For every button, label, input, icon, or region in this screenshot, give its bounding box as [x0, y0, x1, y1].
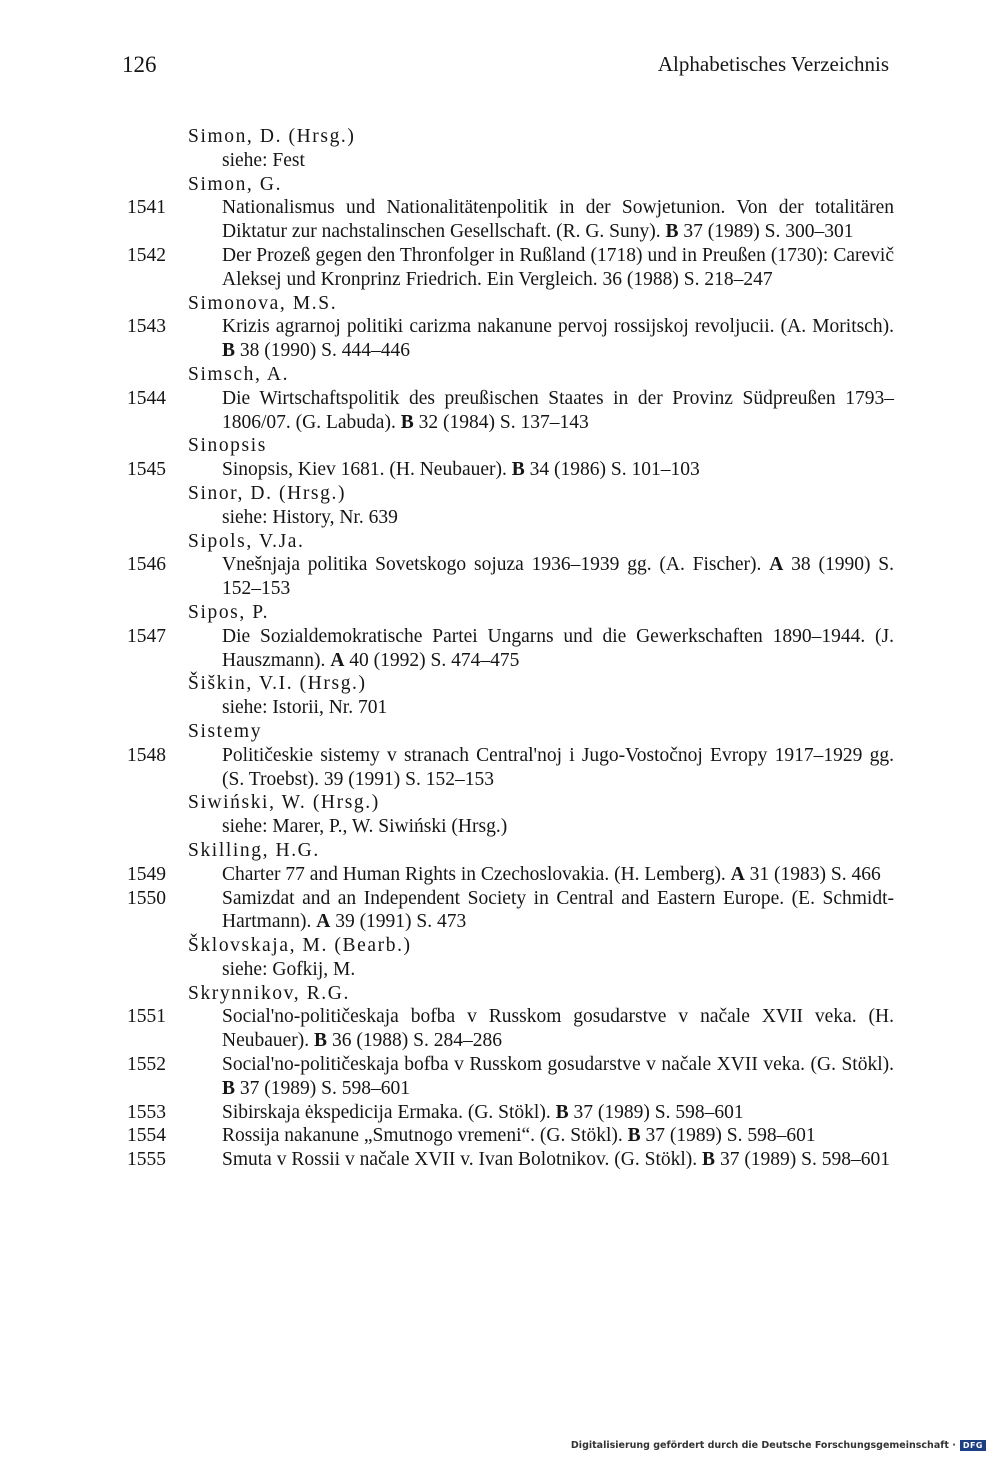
entry-text: [222, 1053, 894, 1101]
author-heading: Sistemy: [188, 720, 263, 742]
author-heading: Siwiński, W. (Hrsg.): [188, 792, 380, 814]
journal-section-letter: A: [330, 649, 345, 671]
cross-reference: siehe: History, Nr. 639: [222, 506, 398, 528]
page-number: 126: [122, 52, 157, 77]
entry-citation: 37 (1989) S. 300–301: [678, 221, 854, 243]
entry-text: [222, 1124, 894, 1148]
dfg-logo: DFG: [960, 1440, 986, 1451]
entry-citation: 37 (1989) S. 598–601: [715, 1149, 891, 1171]
author-heading: Simonova, M.S.: [188, 292, 338, 314]
review-entry: [127, 196, 894, 244]
review-entry: [127, 1005, 894, 1053]
author-heading: Šiškin, V.I. (Hrsg.): [188, 673, 367, 695]
entry-number: 1542: [127, 244, 166, 266]
review-entry: [127, 315, 894, 363]
entry-number: 1549: [127, 863, 166, 885]
review-entry: [127, 1101, 894, 1125]
journal-section-letter: B: [627, 1125, 641, 1147]
journal-section-letter: B: [665, 221, 679, 243]
entry-citation: 37 (1989) S. 598–601: [640, 1125, 816, 1147]
journal-section-letter: B: [702, 1149, 716, 1171]
entry-text: [222, 1101, 894, 1125]
entry-number: 1546: [127, 554, 166, 576]
entry-body: Social'no-političeskaja bofba v Russkom gosudarstve v načale XVII veka. (H. Neubauer).: [222, 1006, 894, 1052]
running-title: Alphabetisches Verzeichnis: [657, 52, 889, 76]
entry-number: 1543: [127, 316, 166, 338]
entry-body: Social'no-političeskaja bofba v Russkom gosudarstve v načale XVII veka. (G. Stökl).: [222, 1054, 894, 1076]
review-entry: [127, 863, 894, 887]
entry-citation: 38 (1990) S. 444–446: [235, 340, 410, 362]
entry-number: 1554: [127, 1125, 166, 1147]
entry-number: 1555: [127, 1149, 166, 1171]
journal-section-letter: B: [314, 1030, 328, 1052]
journal-section-letter: B: [511, 459, 525, 481]
entry-number: 1548: [127, 744, 166, 766]
entry-number: 1551: [127, 1006, 166, 1028]
entry-body: Sinopsis, Kiev 1681. (H. Neubauer).: [222, 459, 512, 481]
entry-number: 1545: [127, 459, 166, 481]
author-heading: Sinor, D. (Hrsg.): [188, 482, 347, 504]
entry-body: Krizis agrarnoj politiki carizma nakanune pervoj rossijskoj revoljucii. (A. Moritsch).: [222, 316, 894, 338]
author-heading: Simon, G.: [188, 173, 283, 195]
entry-body: Die Sozialdemokratische Partei Ungarns und die Gewerkschaften 1890–1944. (J. Hauszmann).: [222, 625, 894, 671]
cross-reference: siehe: Fest: [222, 149, 305, 171]
entry-citation: 32 (1984) S. 137–143: [413, 411, 589, 433]
entry-text: [222, 387, 894, 435]
journal-section-letter: A: [316, 911, 331, 933]
author-heading: Sipols, V.Ja.: [188, 530, 305, 552]
author-heading: Skrynnikov, R.G.: [188, 982, 350, 1004]
entry-body: Sibirskaja ėkspedicija Ermaka. (G. Stökl).: [222, 1101, 556, 1123]
journal-section-letter: B: [555, 1101, 569, 1123]
journal-section-letter: A: [730, 863, 745, 885]
author-heading: Sinopsis: [188, 435, 267, 457]
digitization-footer: [571, 1440, 986, 1451]
author-heading: Simon, D. (Hrsg.): [188, 126, 356, 147]
entry-text: [222, 863, 894, 887]
entry-body: Rossija nakanune „Smutnogo vremeni“. (G. Stökl).: [222, 1125, 628, 1147]
entry-number: 1547: [127, 625, 166, 647]
entry-text: [222, 244, 894, 292]
entry-citation: 38 (1990) S. 152–153: [222, 554, 894, 600]
entry-text: [222, 1005, 894, 1053]
entry-citation: 40 (1992) S. 474–475: [344, 649, 520, 671]
review-entry: [127, 1053, 894, 1101]
review-entry: [127, 458, 894, 482]
journal-section-letter: B: [222, 1077, 236, 1099]
cross-reference: siehe: Gofkij, M.: [222, 958, 356, 980]
cross-reference: siehe: Marer, P., W. Siwiński (Hrsg.): [222, 816, 508, 838]
entry-number: 1544: [127, 387, 166, 409]
author-heading: Šklovskaja, M. (Bearb.): [188, 935, 412, 957]
entry-text: [222, 553, 894, 601]
entry-citation: 34 (1986) S. 101–103: [524, 459, 700, 481]
entry-body: Die Wirtschaftspolitik des preußischen Staates in der Provinz Südpreußen 1793–1806/07. (G. Labuda).: [222, 387, 894, 433]
entry-body: Charter 77 and Human Rights in Czechoslovakia. (H. Lemberg).: [222, 863, 731, 885]
page-header: [122, 52, 889, 86]
entry-number: 1541: [127, 197, 166, 219]
entry-text: [222, 1148, 894, 1172]
review-entry: [127, 1148, 894, 1172]
author-heading: Skilling, H.G.: [188, 839, 320, 861]
entry-body: Samizdat and an Independent Society in Central and Eastern Europe. (E. Schmidt-Hartmann).: [222, 887, 894, 933]
review-entry: [127, 625, 894, 673]
review-entry: [127, 244, 894, 292]
entry-text: [222, 744, 894, 792]
author-heading: Simsch, A.: [188, 363, 290, 385]
entry-body: Der Prozeß gegen den Thronfolger in Rußland (1718) und in Preußen (1730): Carevič Aleksej und Kronprinz Friedrich. Ein Vergleich. 36 (1988) S. 218–247: [222, 244, 894, 290]
entry-text: [222, 625, 894, 673]
entry-citation: 31 (1983) S. 466: [744, 863, 881, 885]
author-heading: Sipos, P.: [188, 601, 270, 623]
footer-text: Digitalisierung gefördert durch die Deutsche Forschungsgemeinschaft ·: [570, 1440, 956, 1451]
review-entry: [127, 744, 894, 792]
entry-number: 1550: [127, 887, 166, 909]
entry-body: Smuta v Rossii v načale XVII v. Ivan Bolotnikov. (G. Stökl).: [222, 1149, 703, 1171]
entry-citation: 37 (1989) S. 598–601: [235, 1077, 410, 1099]
entry-number: 1552: [127, 1054, 166, 1076]
entry-text: [222, 315, 894, 363]
entry-citation: 39 (1991) S. 473: [330, 911, 467, 933]
entry-body: Političeskie sistemy v stranach Central'noj i Jugo-Vostočnoj Evropy 1917–1929 gg. (S. Troebst). 39 (1991) S. 152–153: [222, 744, 894, 790]
entry-citation: 37 (1989) S. 598–601: [568, 1101, 744, 1123]
entry-text: [222, 458, 894, 482]
entry-text: [222, 196, 894, 244]
review-entry: [127, 387, 894, 435]
review-entry: [127, 887, 894, 935]
entry-citation: 36 (1988) S. 284–286: [327, 1030, 503, 1052]
journal-section-letter: A: [769, 554, 784, 576]
entry-text: [222, 887, 894, 935]
review-entry: [127, 553, 894, 601]
entry-number: 1553: [127, 1101, 166, 1123]
entry-body: Nationalismus und Nationalitätenpolitik in der Sowjetunion. Von der totalitären Diktatur zur nachstalinschen Gesellschaft. (R. G. Suny).: [222, 197, 894, 243]
journal-section-letter: B: [222, 340, 236, 362]
cross-reference: siehe: Istorii, Nr. 701: [222, 697, 388, 719]
entry-body: Vnešnjaja politika Sovetskogo sojuza 1936–1939 gg. (A. Fischer).: [222, 554, 770, 576]
review-entry: [127, 1124, 894, 1148]
journal-section-letter: B: [400, 411, 414, 433]
index-entries: [0, 125, 1000, 1172]
